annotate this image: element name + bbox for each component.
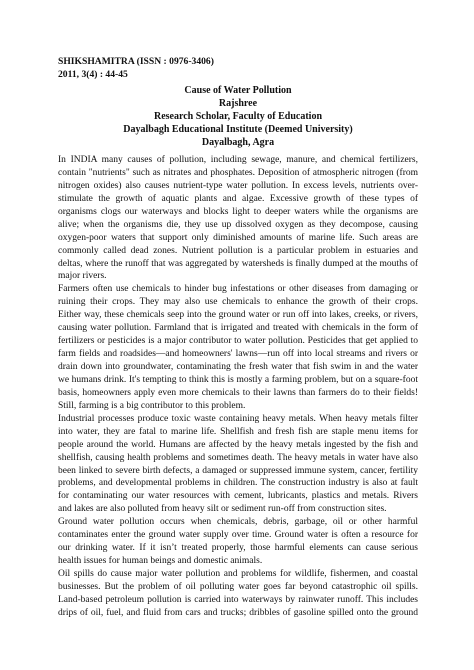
paragraph-line: people around the world. Humans are affected by the heavy metals ingested by the fish and (58, 439, 418, 450)
article-body (58, 154, 418, 620)
article-title: Cause of Water Pollution (184, 85, 292, 96)
author-institution: Dayalbagh Educational Institute (Deemed University) (123, 124, 353, 135)
paragraph-line: fertilizers or pesticides is a major contributor to water pollution. Pesticides that get applied to (58, 336, 418, 347)
paragraph-line: stimulate the growth of aquatic plants and algae. Excessive growth of these types of (58, 193, 418, 204)
paragraph-line: contaminates enter the ground water supply over time. Ground water is often a resource for (58, 530, 418, 541)
paragraph-line: Ground water pollution occurs when chemicals, debris, garbage, oil or other harmful (58, 517, 418, 528)
paragraph-line: commonly called dead zones. Nutrient pollution is a particular problem in estuaries and (58, 245, 418, 256)
paragraph-line: and lakes are also polluted from heavy silt or sediment run-off from construction sites. (58, 504, 387, 515)
paragraph-line: health issues for human beings and domestic animals. (58, 556, 263, 567)
paragraph-line: Either way, these chemicals seep into the ground water or run off into lakes, creeks, or rivers, (58, 310, 418, 321)
paragraph-line: businesses. But the problem of oil polluting water goes far beyond catastrophic oil spills. (58, 581, 418, 592)
author-name: Rajshree (218, 98, 258, 109)
title-block (58, 84, 418, 149)
paragraph-line: we humans drink. It's tempting to think this is mostly a farming problem, but on a square-foot (58, 374, 418, 385)
paragraph-line: contain "nutrients" such as nitrates and phosphates. Deposition of atmospheric nitrogen (from (58, 167, 418, 178)
paragraph-line: Still, farming is a big contributor to this problem. (58, 400, 246, 411)
paragraph-line: Farmers often use chemicals to hinder bug infestations or other diseases from damaging or (58, 284, 418, 295)
paragraph-line: oxygen-poor waters that support only diminished amounts of marine life. Such areas are (58, 232, 418, 243)
paragraph-line: drain down into groundwater, contaminating the fresh water that fish swim in and the water (58, 362, 418, 372)
paragraph-line: drips of oil, fuel, and fluid from cars and trucks; dribbles of gasoline spilled onto the ground (58, 607, 418, 618)
body-paragraph (58, 154, 418, 283)
paragraph-line: nitrogen oxides) also causes nutrient-type water pollution. In excess levels, nutrients over- (58, 180, 418, 191)
paragraph-line: deltas, where the runoff that was aggregated by watersheds is finally dumped at the mouths of (58, 258, 418, 269)
paragraph-line: basis, homeowners apply even more chemicals to their lawns than farmers do to their fields! (58, 387, 418, 398)
paragraph-line: into water, they are fatal to marine life. Shellfish and fresh fish are staple menu items for (58, 426, 418, 437)
paragraph-line: In INDIA many causes of pollution, including sewage, manure, and chemical fertilizers, (58, 155, 418, 165)
paragraph-line: for contaminating our water resources with cement, lubricants, plastics and metals. Rivers (58, 491, 418, 502)
body-paragraph (58, 568, 418, 620)
paragraph-line: Oil spills do cause major water pollution and problems for wildlife, fishermen, and coastal (58, 569, 418, 579)
journal-issue: 2011, 3(4) : 44-45 (58, 69, 128, 80)
paragraph-line: ruining their crops. They may also use chemicals to enhance the growth of their crops. (58, 297, 418, 308)
paragraph-line: problems, and developmental problems in children. The construction industry is also at fault (58, 478, 418, 489)
paragraph-line: Industrial processes produce toxic waste containing heavy metals. When heavy metals filter (58, 413, 418, 424)
paragraph-line: major rivers. (58, 271, 107, 282)
body-paragraph (58, 516, 418, 568)
body-paragraph (58, 283, 418, 412)
body-paragraph (58, 413, 418, 517)
journal-name: SHIKSHAMITRA (ISSN : 0976-3406) (58, 56, 214, 67)
journal-header (58, 55, 214, 81)
paragraph-line: shellfish, causing health problems and sometimes death. The heavy metals in water have also (58, 452, 418, 463)
paragraph-line: causing water pollution. Farmland that is irrigated and treated with chemicals in the form of (58, 323, 418, 334)
paragraph-line: alive; when the organisms die, they use up dissolved oxygen as they decompose, causing (58, 219, 418, 230)
author-city: Dayalbagh, Agra (201, 137, 275, 148)
paragraph-line: our drinking water. If it isn’t treated properly, those harmful elements can cause serious (58, 543, 418, 554)
author-affiliation: Research Scholar, Faculty of Education (153, 111, 323, 122)
paragraph-line: organisms clogs our waterways and blocks light to deeper waters while the organisms are (58, 206, 418, 217)
paragraph-line: been linked to severe birth defects, a damaged or suppressed immune system, cancer, fertility (58, 465, 418, 476)
paragraph-line: farm fields and roadsides—and homeowners' lawns—run off into local streams and rivers or (58, 349, 418, 360)
paragraph-line: Land-based petroleum pollution is carried into waterways by rainwater runoff. This includes (58, 594, 418, 605)
